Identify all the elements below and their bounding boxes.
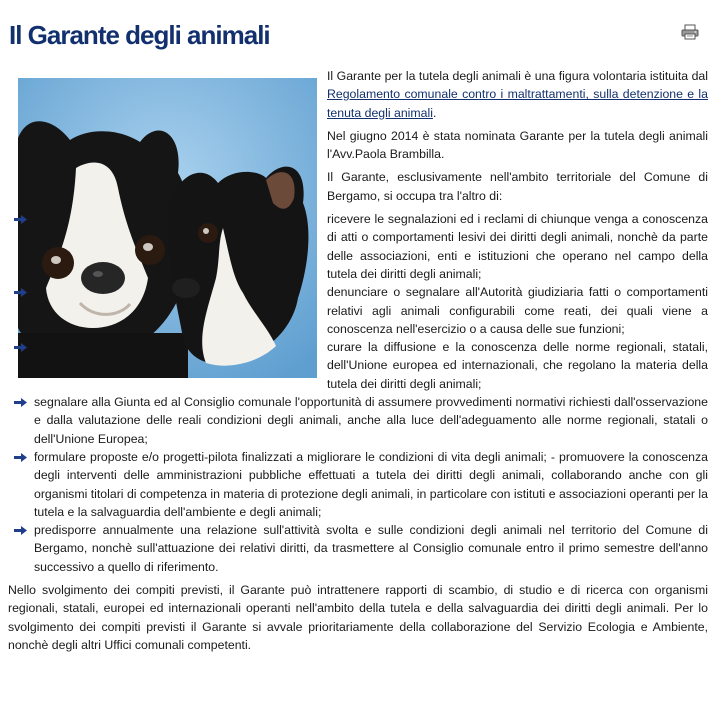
arrow-bullet-icon xyxy=(14,343,27,352)
intro-paragraph-2: Nel giugno 2014 è stata nominata Garante per la tutela degli animali l'Avv.Paola Brambilla. xyxy=(327,128,708,162)
intro-paragraph-1: Il Garante per la tutela degli animali è una figura volontaria istituita dal Regolamento comunale contro i maltrattamenti, sulla detenzione e la tenuta degli animali. xyxy=(327,69,708,120)
closing-paragraph: Nello svolgimento dei compiti previsti, il Garante può intrattenere rapporti di scambio, di studio e di ricerca con organismi regionali, statali, europei ed internazionali operanti nell'ambito della tutela e della salvaguardia dei diritti degli animali. Per lo svolgimento dei compiti previsti il Garante si avvale prioritariamente della collaborazione del Servizio Ecologia e Ambiente, nonchè degli altri Uffici comunali competenti. xyxy=(8,583,708,652)
list-item: segnalare alla Giunta ed al Consiglio comunale l'opportunità di assumere provvedimenti normativi richiesti dall'osservazione e dalla valutazione delle reali condizioni degli animali, anche alla luce dell'adeguamento alle norme regionali, statali o dell'Unione Europea; xyxy=(8,393,708,448)
page-title: Il Garante degli animali xyxy=(9,20,270,50)
printer-icon[interactable] xyxy=(681,24,699,40)
arrow-bullet-icon xyxy=(14,398,27,407)
list-item: formulare proposte e/o progetti-pilota finalizzati a migliorare le condizioni di vita degli animali; - promuovere la conoscenza degli interventi delle amministrazioni pubbliche effettuati a tutela dei diritti degli animali, collaborando anche con gli organismi titolari di competenza in materia di protezione degli animali, in particolare con istituti e associazioni operanti per la tutela e la salvaguardia dell'ambiente e degli animali; xyxy=(8,448,708,521)
arrow-bullet-icon xyxy=(14,288,27,297)
list-item: predisporre annualmente una relazione sull'attività svolta e sulle condizioni degli animali nel territorio del Comune di Bergamo, nonchè sull'attuazione dei relativi diritti, da trasmettere al Consiglio comunale entro il primo semestre dell'anno successivo a quello di riferimento. xyxy=(8,521,708,576)
article-body xyxy=(8,67,708,659)
duties-list xyxy=(8,210,708,576)
list-item: ricevere le segnalazioni ed i reclami di chiunque venga a conoscenza di atti o comportamenti lesivi dei diritti degli animali, nonchè da parte delle associazioni, enti e istituzioni che operano nel campo della tutela dei diritti degli animali; xyxy=(8,210,708,283)
regolamento-link[interactable]: Regolamento comunale contro i maltrattamenti, sulla detenzione e la tenuta degli animali xyxy=(327,87,708,120)
intro-paragraph-3: Il Garante, esclusivamente nell'ambito territoriale del Comune di Bergamo, si occupa tra l'altro di: xyxy=(327,170,708,203)
list-item: curare la diffusione e la conoscenza delle norme regionali, statali, dell'Unione europea ed internazionali, che regolano la materia della tutela dei diritti degli animali; xyxy=(8,338,708,393)
arrow-bullet-icon xyxy=(14,215,27,224)
arrow-bullet-icon xyxy=(14,453,27,462)
list-item: denunciare o segnalare all'Autorità giudiziaria fatti o comportamenti relativi agli animali configurabili come reati, dei quali viene a conoscenza nell'esercizio o a causa delle sue funzioni; xyxy=(8,283,708,338)
arrow-bullet-icon xyxy=(14,526,27,535)
